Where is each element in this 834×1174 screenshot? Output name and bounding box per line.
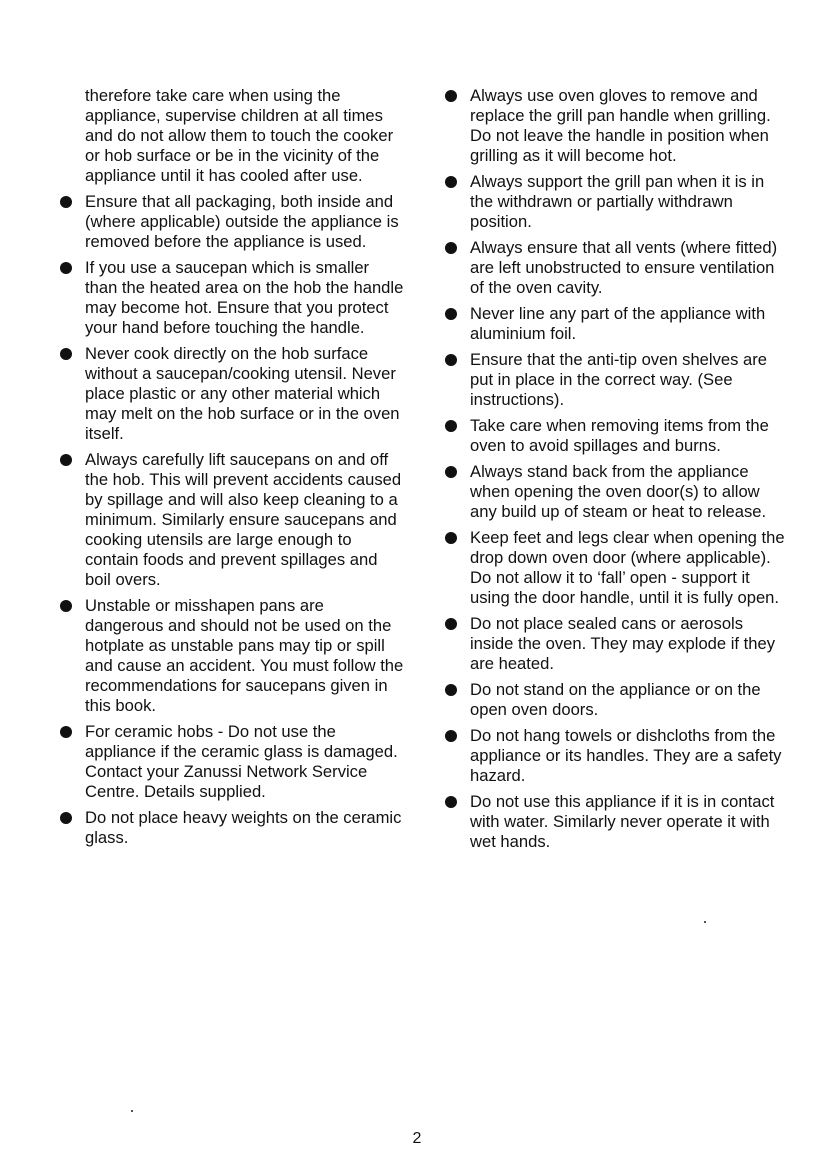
safety-item — [60, 192, 404, 252]
safety-item-text: Do not use this appliance if it is in contact with water. Similarly never operate it with wet hands. — [470, 792, 775, 851]
scan-speck — [704, 921, 706, 923]
safety-item-text: Never line any part of the appliance with aluminium foil. — [470, 304, 766, 343]
left-column — [60, 86, 404, 854]
safety-item-text: Always use oven gloves to remove and replace the grill pan handle when grilling. Do not leave the handle in position when grilling as it will become hot. — [470, 86, 771, 165]
continuation-text: therefore take care when using the appliance, supervise children at all times and do not allow them to touch the cooker or hob surface or be in the vicinity of the appliance until it has cooled after use. — [85, 86, 394, 185]
safety-item — [60, 722, 404, 802]
bullet-icon — [60, 600, 72, 612]
safety-item-text: Ensure that all packaging, both inside and (where applicable) outside the appliance is removed before the appliance is used. — [85, 192, 399, 251]
bullet-icon — [445, 420, 457, 432]
bullet-icon — [60, 812, 72, 824]
bullet-icon — [60, 262, 72, 274]
safety-item-text: Always ensure that all vents (where fitted) are left unobstructed to ensure ventilation of the oven cavity. — [470, 238, 778, 297]
safety-item — [445, 680, 789, 720]
safety-item-text: Take care when removing items from the oven to avoid spillages and burns. — [470, 416, 769, 455]
safety-item — [445, 304, 789, 344]
safety-item-text: Unstable or misshapen pans are dangerous and should not be used on the hotplate as unstable pans may tip or spill and cause an accident. You must follow the recommendations for saucepans given in this book. — [85, 596, 404, 715]
safety-item — [60, 258, 404, 338]
bullet-icon — [445, 618, 457, 630]
bullet-icon — [60, 726, 72, 738]
safety-item-text: Keep feet and legs clear when opening the drop down oven door (where applicable). Do not allow it to ‘fall’ open - support it using the door handle, until it is fully open. — [470, 528, 785, 607]
safety-item — [445, 238, 789, 298]
safety-item-text: If you use a saucepan which is smaller than the heated area on the hob the handle may become hot. Ensure that you protect your hand before touching the handle. — [85, 258, 404, 337]
safety-item-text: Always carefully lift saucepans on and off the hob. This will prevent accidents caused by spillage and will also keep cleaning to a minimum. Similarly ensure saucepans and cooking utensils are large enough to contain foods and prevent spillages and boil overs. — [85, 450, 402, 589]
scan-speck — [131, 1110, 133, 1112]
bullet-icon — [445, 308, 457, 320]
safety-item-text: Do not hang towels or dishcloths from the appliance or its handles. They are a safety hazard. — [470, 726, 782, 785]
safety-item-text: Always support the grill pan when it is in the withdrawn or partially withdrawn position. — [470, 172, 765, 231]
bullet-icon — [60, 454, 72, 466]
safety-item-text: For ceramic hobs - Do not use the appliance if the ceramic glass is damaged. Contact your Zanussi Network Service Centre. Details supplied. — [85, 722, 398, 801]
safety-item — [445, 528, 789, 608]
bullet-icon — [445, 90, 457, 102]
bullet-icon — [445, 684, 457, 696]
safety-item — [445, 726, 789, 786]
bullet-icon — [60, 348, 72, 360]
bullet-icon — [445, 796, 457, 808]
bullet-icon — [445, 176, 457, 188]
safety-item — [60, 344, 404, 444]
bullet-icon — [445, 354, 457, 366]
continuation-paragraph — [60, 86, 404, 186]
safety-item — [445, 462, 789, 522]
bullet-icon — [60, 196, 72, 208]
right-column — [445, 86, 789, 858]
safety-item-text: Always stand back from the appliance when opening the oven door(s) to allow any build up of steam or heat to release. — [470, 462, 767, 521]
safety-item — [445, 792, 789, 852]
safety-item — [445, 172, 789, 232]
bullet-icon — [445, 466, 457, 478]
bullet-icon — [445, 532, 457, 544]
safety-item-text: Do not stand on the appliance or on the open oven doors. — [470, 680, 761, 719]
safety-item-text: Do not place sealed cans or aerosols inside the oven. They may explode if they are heated. — [470, 614, 776, 673]
safety-item-text: Do not place heavy weights on the ceramic glass. — [85, 808, 402, 847]
safety-item — [445, 614, 789, 674]
safety-item — [445, 350, 789, 410]
bullet-icon — [445, 730, 457, 742]
safety-item-text: Never cook directly on the hob surface without a saucepan/cooking utensil. Never place plastic or any other material which may melt on the hob surface or in the oven itself. — [85, 344, 400, 443]
safety-item — [445, 416, 789, 456]
safety-item — [60, 450, 404, 590]
safety-item-text: Ensure that the anti-tip oven shelves are put in place in the correct way. (See instructions). — [470, 350, 768, 409]
page-number: 2 — [412, 1130, 422, 1147]
safety-item — [445, 86, 789, 166]
safety-item — [60, 808, 404, 848]
safety-item — [60, 596, 404, 716]
bullet-icon — [445, 242, 457, 254]
